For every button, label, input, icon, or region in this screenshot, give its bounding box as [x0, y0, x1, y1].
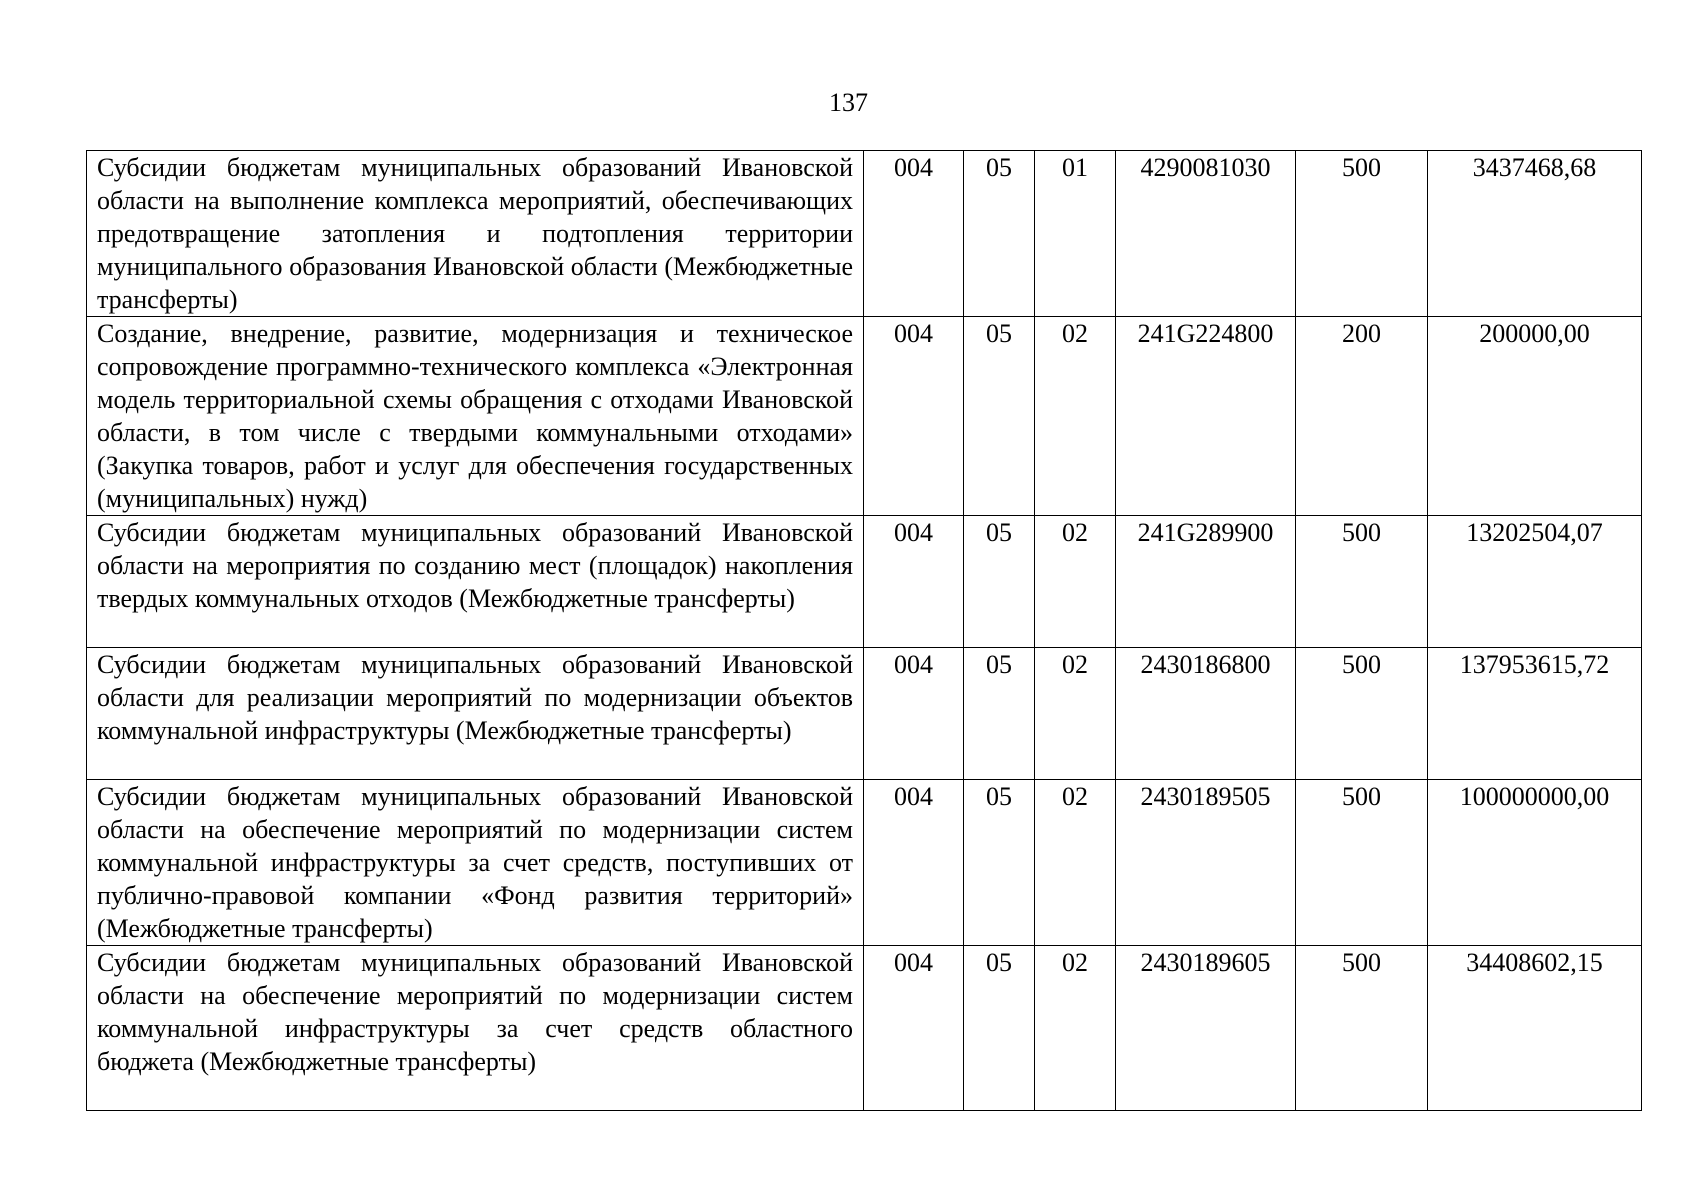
row-section-code: 05 — [964, 648, 1035, 780]
row-target-article-code: 4290081030 — [1116, 151, 1296, 317]
row-target-article-code: 2430189505 — [1116, 780, 1296, 946]
row-description: Субсидии бюджетам муниципальных образований Ивановской области на обеспечение мероприятий по модернизации систем коммунальной инфраструктуры за счет средств, поступивших от публично-правовой компании «Фонд развития территорий» (Межбюджетные трансферты) — [87, 780, 864, 946]
table-row — [87, 317, 1642, 516]
row-expense-type-code: 200 — [1296, 317, 1428, 516]
row-subsection-code: 01 — [1035, 151, 1116, 317]
row-subsection-code: 02 — [1035, 516, 1116, 648]
row-section-code: 05 — [964, 516, 1035, 648]
row-expense-type-code: 500 — [1296, 648, 1428, 780]
row-target-article-code: 241G224800 — [1116, 317, 1296, 516]
table-row — [87, 516, 1642, 648]
budget-table — [86, 150, 1642, 1111]
row-subsection-code: 02 — [1035, 648, 1116, 780]
row-amount: 100000000,00 — [1428, 780, 1642, 946]
row-section-code: 05 — [964, 780, 1035, 946]
row-amount: 34408602,15 — [1428, 946, 1642, 1111]
row-expense-type-code: 500 — [1296, 946, 1428, 1111]
table-row — [87, 151, 1642, 317]
row-amount: 137953615,72 — [1428, 648, 1642, 780]
row-amount: 13202504,07 — [1428, 516, 1642, 648]
row-ved-code: 004 — [864, 780, 964, 946]
row-section-code: 05 — [964, 946, 1035, 1111]
row-section-code: 05 — [964, 151, 1035, 317]
row-description: Субсидии бюджетам муниципальных образований Ивановской области на обеспечение мероприятий по модернизации систем коммунальной инфраструктуры за счет средств областного бюджета (Межбюджетные трансферты) — [87, 946, 864, 1111]
row-ved-code: 004 — [864, 317, 964, 516]
row-ved-code: 004 — [864, 648, 964, 780]
row-amount: 200000,00 — [1428, 317, 1642, 516]
table-row — [87, 648, 1642, 780]
row-ved-code: 004 — [864, 516, 964, 648]
page-number: 137 — [829, 88, 868, 117]
row-target-article-code: 241G289900 — [1116, 516, 1296, 648]
row-expense-type-code: 500 — [1296, 151, 1428, 317]
row-description: Субсидии бюджетам муниципальных образований Ивановской области на выполнение комплекса мероприятий, обеспечивающих предотвращение затопления и подтопления территории муниципального образования Ивановской области (Межбюджетные трансферты) — [87, 151, 864, 317]
row-target-article-code: 2430189605 — [1116, 946, 1296, 1111]
row-description: Создание, внедрение, развитие, модернизация и техническое сопровождение программно-технического комплекса «Электронная модель территориальной схемы обращения с отходами Ивановской области, в том числе с твердыми коммунальными отходами» (Закупка товаров, работ и услуг для обеспечения государственных (муниципальных) нужд) — [87, 317, 864, 516]
row-subsection-code: 02 — [1035, 946, 1116, 1111]
row-expense-type-code: 500 — [1296, 780, 1428, 946]
row-section-code: 05 — [964, 317, 1035, 516]
table-row — [87, 946, 1642, 1111]
row-ved-code: 004 — [864, 151, 964, 317]
row-expense-type-code: 500 — [1296, 516, 1428, 648]
row-amount: 3437468,68 — [1428, 151, 1642, 317]
row-subsection-code: 02 — [1035, 317, 1116, 516]
row-ved-code: 004 — [864, 946, 964, 1111]
row-target-article-code: 2430186800 — [1116, 648, 1296, 780]
row-description: Субсидии бюджетам муниципальных образований Ивановской области на мероприятия по созданию мест (площадок) накопления твердых коммунальных отходов (Межбюджетные трансферты) — [87, 516, 864, 648]
table-row — [87, 780, 1642, 946]
row-subsection-code: 02 — [1035, 780, 1116, 946]
row-description: Субсидии бюджетам муниципальных образований Ивановской области для реализации мероприятий по модернизации объектов коммунальной инфраструктуры (Межбюджетные трансферты) — [87, 648, 864, 780]
